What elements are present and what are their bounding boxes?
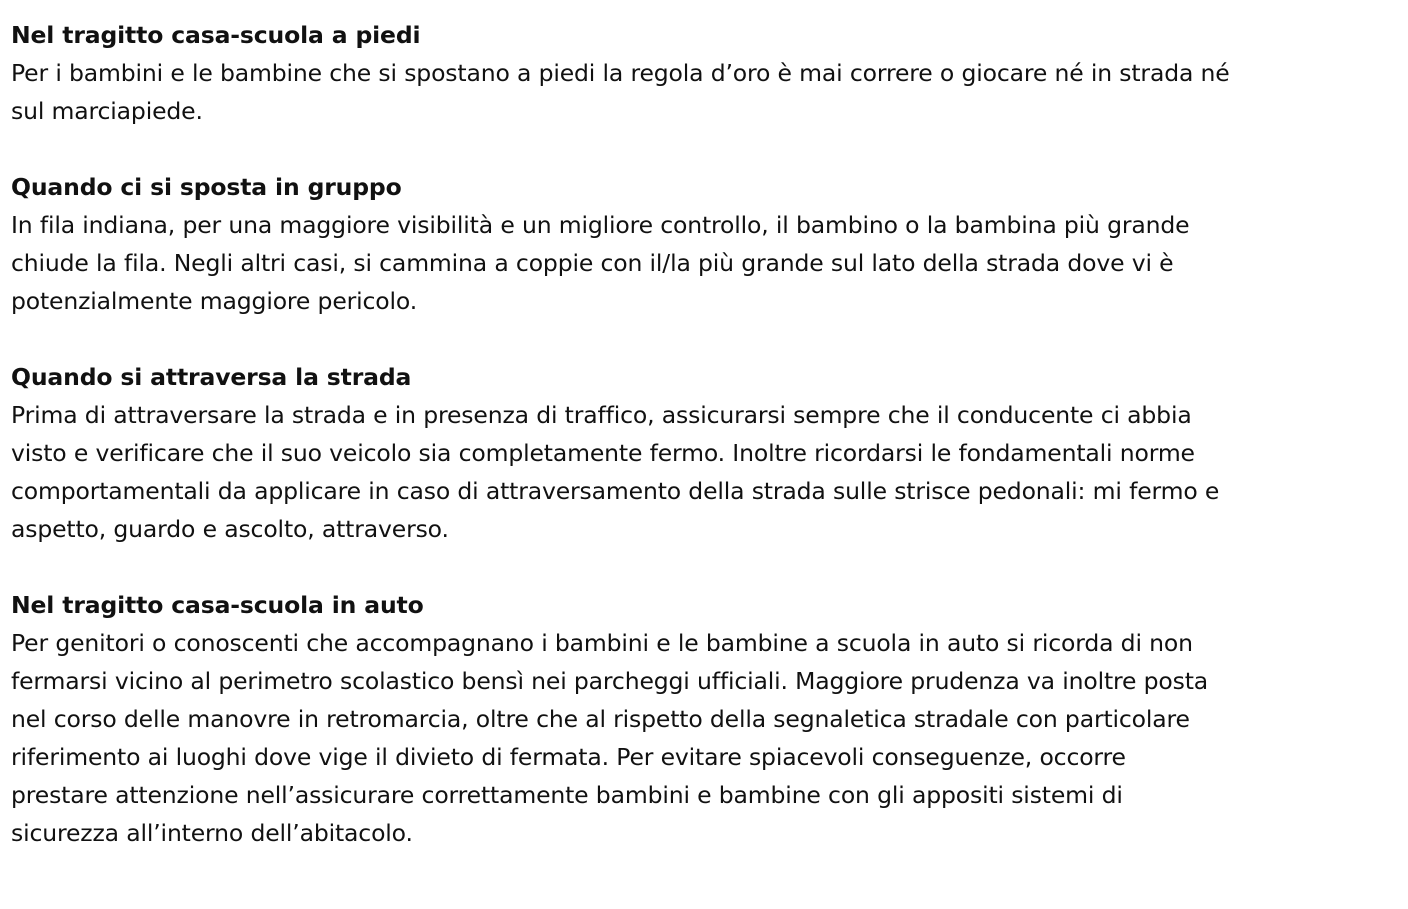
section-heading: Nel tragitto casa-scuola a piedi	[11, 21, 421, 49]
section-heading: Nel tragitto casa-scuola in auto	[11, 591, 424, 619]
paragraph-line: sul marciapiede.	[11, 97, 203, 125]
section-walking	[11, 16, 1391, 130]
paragraph-line: riferimento ai luoghi dove vige il divieto di fermata. Per evitare spiacevoli conseguenze, occorre	[11, 743, 1126, 771]
paragraph-line: In fila indiana, per una maggiore visibilità e un migliore controllo, il bambino o la bambina più grande	[11, 211, 1190, 239]
section-crossing	[11, 358, 1391, 548]
paragraph-line: potenzialmente maggiore pericolo.	[11, 287, 418, 315]
paragraph-line: chiude la fila. Negli altri casi, si cammina a coppie con il/la più grande sul lato della strada dove vi è	[11, 249, 1174, 277]
paragraph-line: sicurezza all’interno dell’abitacolo.	[11, 819, 413, 847]
paragraph-line: Per i bambini e le bambine che si spostano a piedi la regola d’oro è mai correre o giocare né in strada né	[11, 59, 1230, 87]
section-car	[11, 586, 1391, 852]
paragraph-line: Prima di attraversare la strada e in presenza di traffico, assicurarsi sempre che il conducente ci abbia	[11, 401, 1192, 429]
document-body	[11, 16, 1391, 890]
section-heading: Quando si attraversa la strada	[11, 363, 412, 391]
paragraph-line: comportamentali da applicare in caso di attraversamento della strada sulle strisce pedonali: mi fermo e	[11, 477, 1220, 505]
paragraph-line: prestare attenzione nell’assicurare correttamente bambini e bambine con gli appositi sistemi di	[11, 781, 1123, 809]
paragraph-line: Per genitori o conoscenti che accompagnano i bambini e le bambine a scuola in auto si ricorda di non	[11, 629, 1193, 657]
paragraph-line: visto e verificare che il suo veicolo sia completamente fermo. Inoltre ricordarsi le fondamentali norme	[11, 439, 1195, 467]
paragraph-line: nel corso delle manovre in retromarcia, oltre che al rispetto della segnaletica stradale con particolare	[11, 705, 1190, 733]
section-heading: Quando ci si sposta in gruppo	[11, 173, 402, 201]
paragraph-line: aspetto, guardo e ascolto, attraverso.	[11, 515, 449, 543]
paragraph-line: fermarsi vicino al perimetro scolastico bensì nei parcheggi ufficiali. Maggiore prudenza va inoltre posta	[11, 667, 1209, 695]
section-group	[11, 168, 1391, 320]
